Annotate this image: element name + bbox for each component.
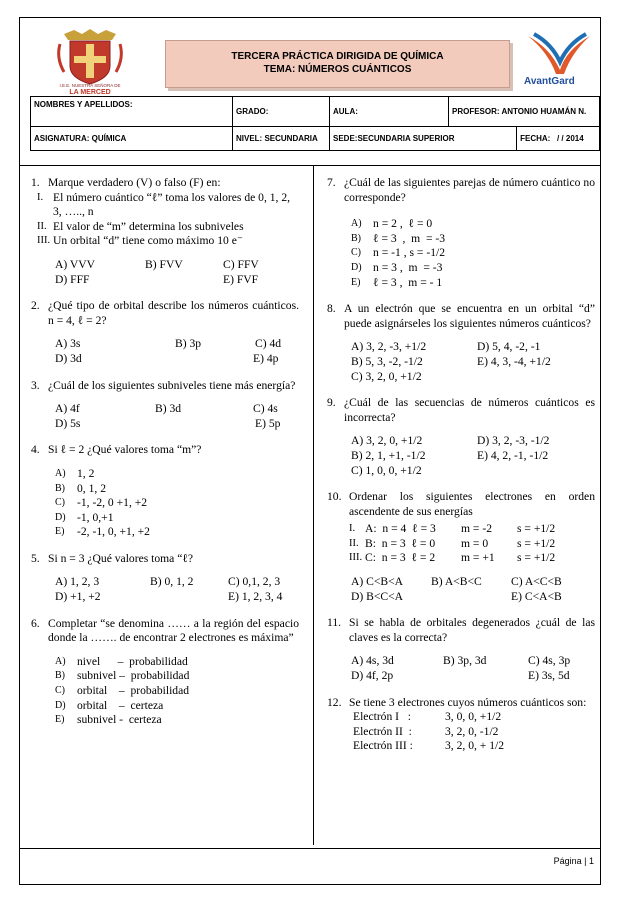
option-e: E) 4, 2, -1, -1/2 bbox=[477, 448, 549, 462]
school-crest-logo bbox=[50, 28, 130, 98]
option-c: C) A<C<B bbox=[511, 575, 562, 589]
title-banner bbox=[165, 40, 510, 88]
option-d: D) 5s bbox=[55, 416, 81, 430]
options-q2 bbox=[31, 337, 299, 366]
statement-number: III. bbox=[37, 235, 51, 247]
question-text: Si se habla de orbitales degenerados ¿cuál de las claves es la correcta? bbox=[349, 616, 595, 644]
question-3 bbox=[31, 379, 299, 394]
question-12 bbox=[327, 696, 595, 711]
question-text: Si ℓ = 2 ¿Qué valores toma “m”? bbox=[48, 443, 202, 457]
option-c: C) -1, -2, 0 +1, +2 bbox=[55, 496, 148, 510]
option-d: D) B<C<A bbox=[351, 589, 404, 603]
option-d: D) 3d bbox=[55, 351, 82, 365]
question-text: ¿Cuál de las secuencias de números cuánticos es incorrecta? bbox=[344, 396, 595, 424]
left-column bbox=[31, 176, 299, 728]
electron-line: Electrón II : 3, 2, 0, -1/2 bbox=[353, 724, 499, 738]
question-text: ¿Cuál de las siguientes parejas de número cuántico no corresponde? bbox=[344, 176, 595, 204]
option-e: E) ℓ = 3 , m = - 1 bbox=[351, 275, 443, 289]
question-number: 6. bbox=[31, 616, 40, 630]
option-d: D) orbital – certeza bbox=[55, 698, 164, 712]
option-b: B) 0, 1, 2 bbox=[150, 575, 194, 589]
question-4 bbox=[31, 443, 299, 458]
option-e: E) 5p bbox=[255, 416, 281, 430]
question-7 bbox=[327, 176, 595, 205]
option-e: E) 3s, 5d bbox=[528, 669, 570, 683]
names-field: NOMBRES Y APELLIDOS: bbox=[31, 97, 233, 127]
option-b: B) 3p bbox=[175, 337, 202, 351]
branch-field: SEDE:SECUNDARIA SUPERIOR bbox=[330, 127, 517, 151]
date-field bbox=[517, 127, 600, 151]
option-b: B) FVV bbox=[145, 257, 183, 271]
option-c: C) 4d bbox=[255, 337, 282, 351]
option-a: A) 1, 2 bbox=[55, 466, 95, 480]
question-text: A un electrón que se encuentra en un orbital “d” puede asignárseles los siguientes números cuánticos? bbox=[344, 302, 595, 330]
question-8 bbox=[327, 302, 595, 331]
statement bbox=[31, 191, 299, 220]
date-label: FECHA: bbox=[520, 134, 551, 143]
options-q9 bbox=[327, 434, 595, 478]
question-number: 9. bbox=[327, 396, 336, 410]
question-number: 10. bbox=[327, 490, 342, 504]
option-a: A) 4s, 3d bbox=[351, 654, 394, 668]
option-c: C) 3, 2, 0, +1/2 bbox=[351, 369, 422, 383]
option-a: A) 4f bbox=[55, 402, 80, 416]
option-c: C) 1, 0, 0, +1/2 bbox=[351, 463, 422, 477]
statement-text: El número cuántico “ℓ” toma los valores de 0, 1, 2, 3, ….., n bbox=[53, 190, 291, 219]
question-5 bbox=[31, 552, 299, 567]
electron-row: I. A: n = 4 ℓ = 3 m = -2 s = +1/2 bbox=[349, 522, 556, 536]
option-a: A) VVV bbox=[55, 257, 96, 271]
option-e: E) FVF bbox=[223, 272, 259, 286]
option-d: D) 5, 4, -2, -1 bbox=[477, 340, 541, 354]
question-number: 11. bbox=[327, 616, 342, 630]
statement-text: El valor de “m” determina los subniveles bbox=[53, 219, 244, 233]
question-text: ¿Qué tipo de orbital describe los números cuánticos. n = 4, ℓ = 2? bbox=[48, 299, 299, 327]
brand-name: AvantGard bbox=[524, 76, 575, 87]
option-a: A) C<B<A bbox=[351, 575, 404, 589]
teacher-field: PROFESOR: ANTONIO HUAMÁN N. bbox=[449, 97, 600, 127]
question-number: 3. bbox=[31, 378, 40, 392]
option-e: E) -2, -1, 0, +1, +2 bbox=[55, 525, 150, 539]
question-text: Si n = 3 ¿Qué valores toma “ℓ? bbox=[48, 551, 194, 565]
crest-caption-name: LA MERCED bbox=[69, 89, 111, 96]
option-e: E) 4p bbox=[253, 351, 279, 365]
option-a: A) nivel – probabilidad bbox=[55, 654, 188, 668]
question-number: 1. bbox=[31, 176, 40, 189]
question-6 bbox=[31, 617, 299, 646]
grade-field: GRADO: bbox=[233, 97, 330, 127]
option-a: A) 3, 2, 0, +1/2 bbox=[351, 434, 423, 448]
question-text: ¿Cuál de los siguientes subniveles tiene más energía? bbox=[48, 378, 296, 392]
statement bbox=[31, 220, 299, 235]
statement-number: II. bbox=[37, 220, 47, 232]
question-1 bbox=[31, 176, 299, 191]
page-title: TERCERA PRÁCTICA DIRIGIDA DE QUÍMICA bbox=[231, 51, 444, 62]
crest-caption: I.E.E. NUESTRA SEÑORA DE bbox=[59, 83, 121, 88]
option-e: E) 1, 2, 3, 4 bbox=[228, 590, 283, 604]
option-e: E) subnivel - certeza bbox=[55, 713, 162, 727]
statement-number: I. bbox=[37, 191, 44, 203]
option-b: B) 0, 1, 2 bbox=[55, 481, 106, 495]
option-b: B) ℓ = 3 , m = -3 bbox=[351, 231, 446, 245]
page-number: Página | 1 bbox=[553, 856, 594, 866]
date-value: / / 2014 bbox=[556, 134, 584, 143]
option-b: B) 3d bbox=[155, 402, 182, 416]
option-b: B) 5, 3, -2, -1/2 bbox=[351, 354, 423, 368]
electron-row: II. B: n = 3 ℓ = 0 m = 0 s = +1/2 bbox=[349, 536, 556, 550]
options-q5 bbox=[31, 575, 299, 604]
option-c: C) FFV bbox=[223, 257, 259, 271]
option-b: B) A<B<C bbox=[431, 575, 482, 589]
option-a: A) 3s bbox=[55, 337, 81, 351]
question-number: 7. bbox=[327, 176, 336, 189]
option-c: C) orbital – probabilidad bbox=[55, 684, 190, 698]
right-column bbox=[327, 176, 595, 754]
option-d: D) 3, 2, -3, -1/2 bbox=[477, 434, 550, 448]
options-q6 bbox=[31, 655, 299, 728]
option-b: B) 2, 1, +1, -1/2 bbox=[351, 448, 426, 462]
option-e: E) C<A<B bbox=[511, 589, 562, 603]
question-text: Completar “se denomina …… a la región del espacio donde la ……. de encontrar 2 electrones es máxima” bbox=[48, 616, 299, 645]
options-q10 bbox=[327, 575, 595, 604]
option-a: A) 3, 2, -3, +1/2 bbox=[351, 340, 427, 354]
content-top-divider bbox=[19, 165, 601, 166]
option-d: D) 4f, 2p bbox=[351, 669, 394, 683]
statement bbox=[31, 234, 299, 249]
electron-line: Electrón I : 3, 0, 0, +1/2 bbox=[353, 710, 502, 724]
question-10 bbox=[327, 490, 595, 519]
student-info-table bbox=[30, 96, 600, 151]
options-q8 bbox=[327, 340, 595, 384]
option-c: C) n = -1 , s = -1/2 bbox=[351, 246, 446, 260]
question-2 bbox=[31, 299, 299, 328]
electron-row: III. C: n = 3 ℓ = 2 m = +1 s = +1/2 bbox=[349, 551, 556, 565]
question-9 bbox=[327, 396, 595, 425]
page-subtitle: TEMA: NÚMEROS CUÁNTICOS bbox=[263, 64, 412, 75]
question-text: Marque verdadero (V) o falso (F) en: bbox=[48, 176, 221, 189]
option-d: D) FFF bbox=[55, 272, 90, 286]
option-c: C) 0,1, 2, 3 bbox=[228, 575, 281, 589]
question-number: 4. bbox=[31, 443, 40, 457]
option-c: C) 4s, 3p bbox=[528, 654, 571, 668]
options-q11 bbox=[327, 654, 595, 683]
option-a: A) n = 2 , ℓ = 0 bbox=[351, 217, 433, 231]
classroom-field: AULA: bbox=[330, 97, 449, 127]
question-number: 12. bbox=[327, 695, 342, 709]
option-e: E) 4, 3, -4, +1/2 bbox=[477, 354, 551, 368]
question-11 bbox=[327, 616, 595, 645]
options-q1 bbox=[31, 258, 299, 287]
options-q7 bbox=[327, 217, 595, 290]
option-d: D) +1, +2 bbox=[55, 590, 101, 604]
options-q4 bbox=[31, 467, 299, 540]
option-b: B) subnivel – probabilidad bbox=[55, 669, 190, 683]
question-number: 8. bbox=[327, 302, 336, 316]
footer-divider bbox=[19, 848, 601, 849]
option-c: C) 4s bbox=[253, 402, 278, 416]
column-divider bbox=[313, 165, 314, 845]
option-b: B) 3p, 3d bbox=[443, 654, 487, 668]
electron-line: Electrón III : 3, 2, 0, + 1/2 bbox=[353, 739, 505, 753]
option-d: D) n = 3 , m = -3 bbox=[351, 260, 443, 274]
question-text: Ordenar los siguientes electrones en orden ascendente de sus energías bbox=[349, 490, 595, 518]
option-a: A) 1, 2, 3 bbox=[55, 575, 100, 589]
question-number: 2. bbox=[31, 299, 40, 313]
question-number: 5. bbox=[31, 551, 40, 565]
subject-field: ASIGNATURA: QUÍMICA bbox=[31, 127, 233, 151]
option-d: D) -1, 0,+1 bbox=[55, 510, 114, 524]
options-q3 bbox=[31, 402, 299, 431]
level-field: NIVEL: SECUNDARIA bbox=[233, 127, 330, 151]
question-text: Se tiene 3 electrones cuyos números cuánticos son: bbox=[349, 695, 587, 709]
statement-text: Un orbital “d” tiene como máximo 10 e⁻ bbox=[53, 234, 243, 248]
avantgard-logo bbox=[520, 30, 595, 95]
